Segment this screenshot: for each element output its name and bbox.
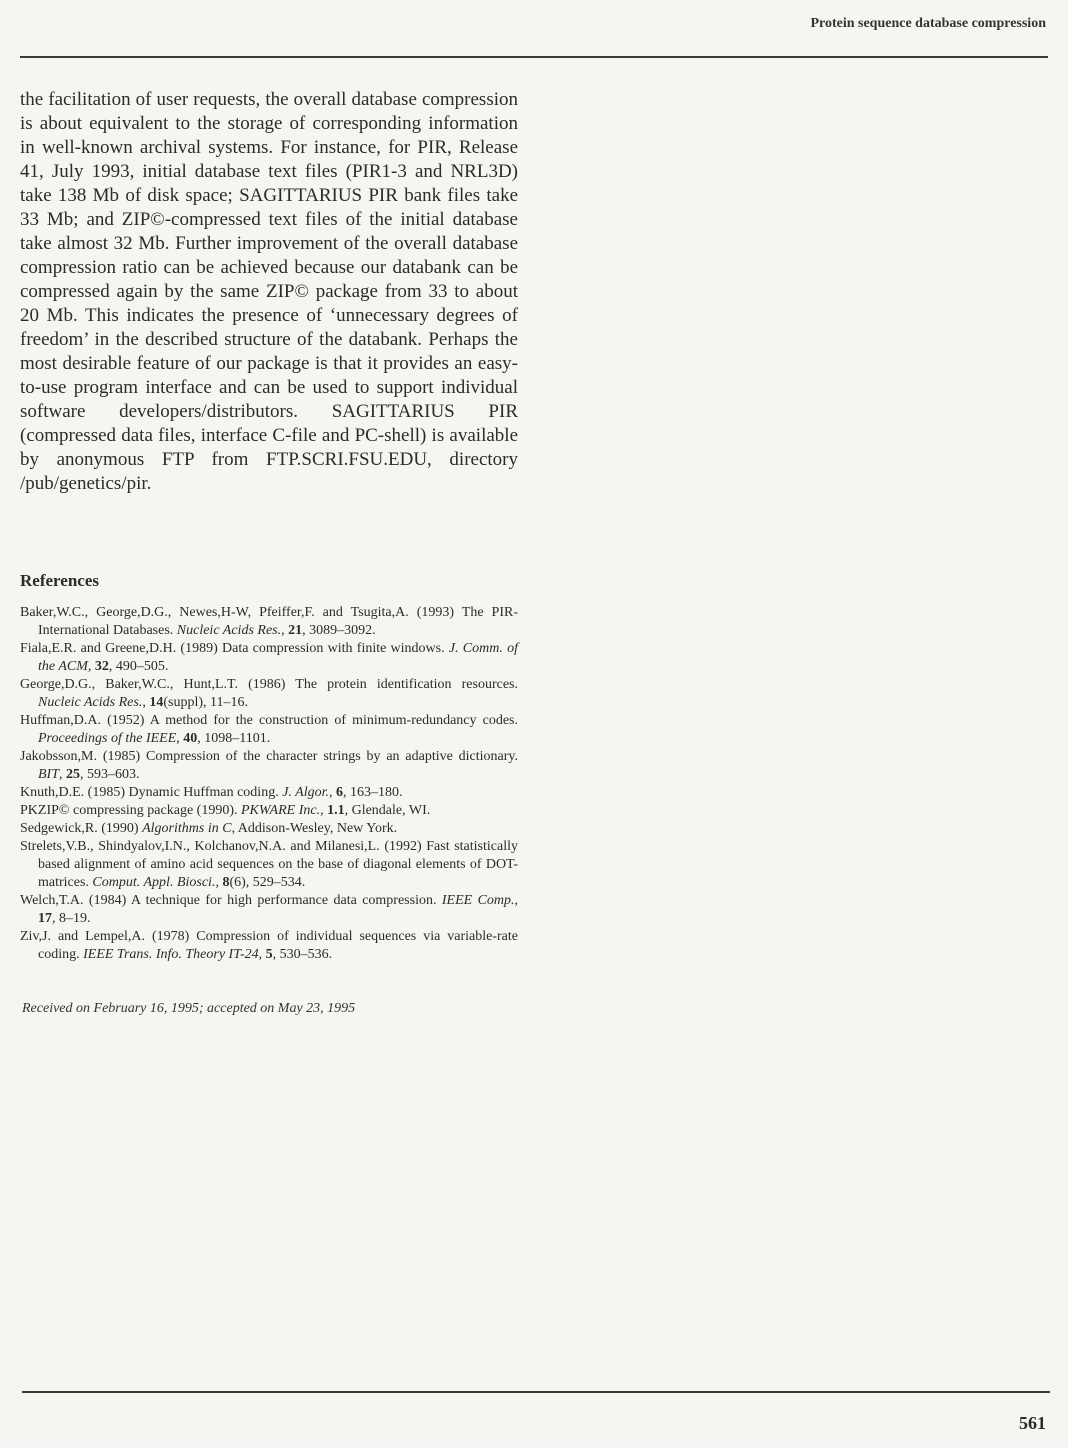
reference-list <box>20 604 518 964</box>
reference-item: Welch,T.A. (1984) A technique for high performance data compression. IEEE Comp., 17, 8–19. <box>20 893 519 926</box>
received-note: Received on February 16, 1995; accepted on May 23, 1995 <box>22 1001 356 1016</box>
reference-item: Baker,W.C., George,D.G., Newes,H-W, Pfeiffer,F. and Tsugita,A. (1993) The PIR-International Databases. Nucleic Acids Res., 21, 3089–3092. <box>20 605 518 638</box>
bottom-rule <box>22 1391 1050 1393</box>
reference-item: PKZIP© compressing package (1990). PKWARE Inc., 1.1, Glendale, WI. <box>20 803 431 818</box>
reference-item: Fiala,E.R. and Greene,D.H. (1989) Data compression with finite windows. J. Comm. of the ACM, 32, 490–505. <box>20 641 518 674</box>
reference-item: Jakobsson,M. (1985) Compression of the character strings by an adaptive dictionary. BIT, 25, 593–603. <box>20 749 518 782</box>
reference-item: George,D.G., Baker,W.C., Hunt,L.T. (1986) The protein identification resources. Nucleic Acids Res., 14(suppl), 11–16. <box>20 677 518 710</box>
references-heading: References <box>20 571 99 590</box>
page-number: 561 <box>1019 1413 1046 1433</box>
reference-item: Strelets,V.B., Shindyalov,I.N., Kolchanov,N.A. and Milanesi,L. (1992) Fast statistically based alignment of amino acid sequences on the base of diagonal elements of DOT-matrices. Comput. Appl. Biosci., 8(6), 529–534. <box>20 839 518 890</box>
reference-item: Ziv,J. and Lempel,A. (1978) Compression of individual sequences via variable-rate coding. IEEE Trans. Info. Theory IT-24, 5, 530–536. <box>20 929 518 962</box>
reference-item: Knuth,D.E. (1985) Dynamic Huffman coding. J. Algor., 6, 163–180. <box>20 785 403 800</box>
body-paragraph: the facilitation of user requests, the overall database compression is about equivalent to the storage of corresponding information in well-known archival systems. For instance, for PIR, Release 41, July 1993, initial database text files (PIR1-3 and NRL3D) take 138 Mb of disk space; SAGITTARIUS PIR bank files take 33 Mb; and ZIP©-compressed text files of the initial database take almost 32 Mb. Further improvement of the overall database compression ratio can be achieved because our databank can be compressed again by the same ZIP© package from 33 to about 20 Mb. This indicates the presence of ‘unnecessary degrees of freedom’ in the described structure of the databank. Perhaps the most desirable feature of our package is that it provides an easy-to-use program interface and can be used to support individual software developers/distributors. SAGITTARIUS PIR (compressed data files, interface C-file and PC-shell) is available by anonymous FTP from FTP.SCRI.FSU.EDU, directory /pub/genetics/pir. <box>20 89 518 494</box>
reference-item: Sedgewick,R. (1990) Algorithms in C, Addison-Wesley, New York. <box>20 821 398 836</box>
reference-item: Huffman,D.A. (1952) A method for the construction of minimum-redundancy codes. Proceedings of the IEEE, 40, 1098–1101. <box>20 713 518 746</box>
top-rule <box>20 56 1048 58</box>
running-head: Protein sequence database compression <box>810 16 1046 31</box>
